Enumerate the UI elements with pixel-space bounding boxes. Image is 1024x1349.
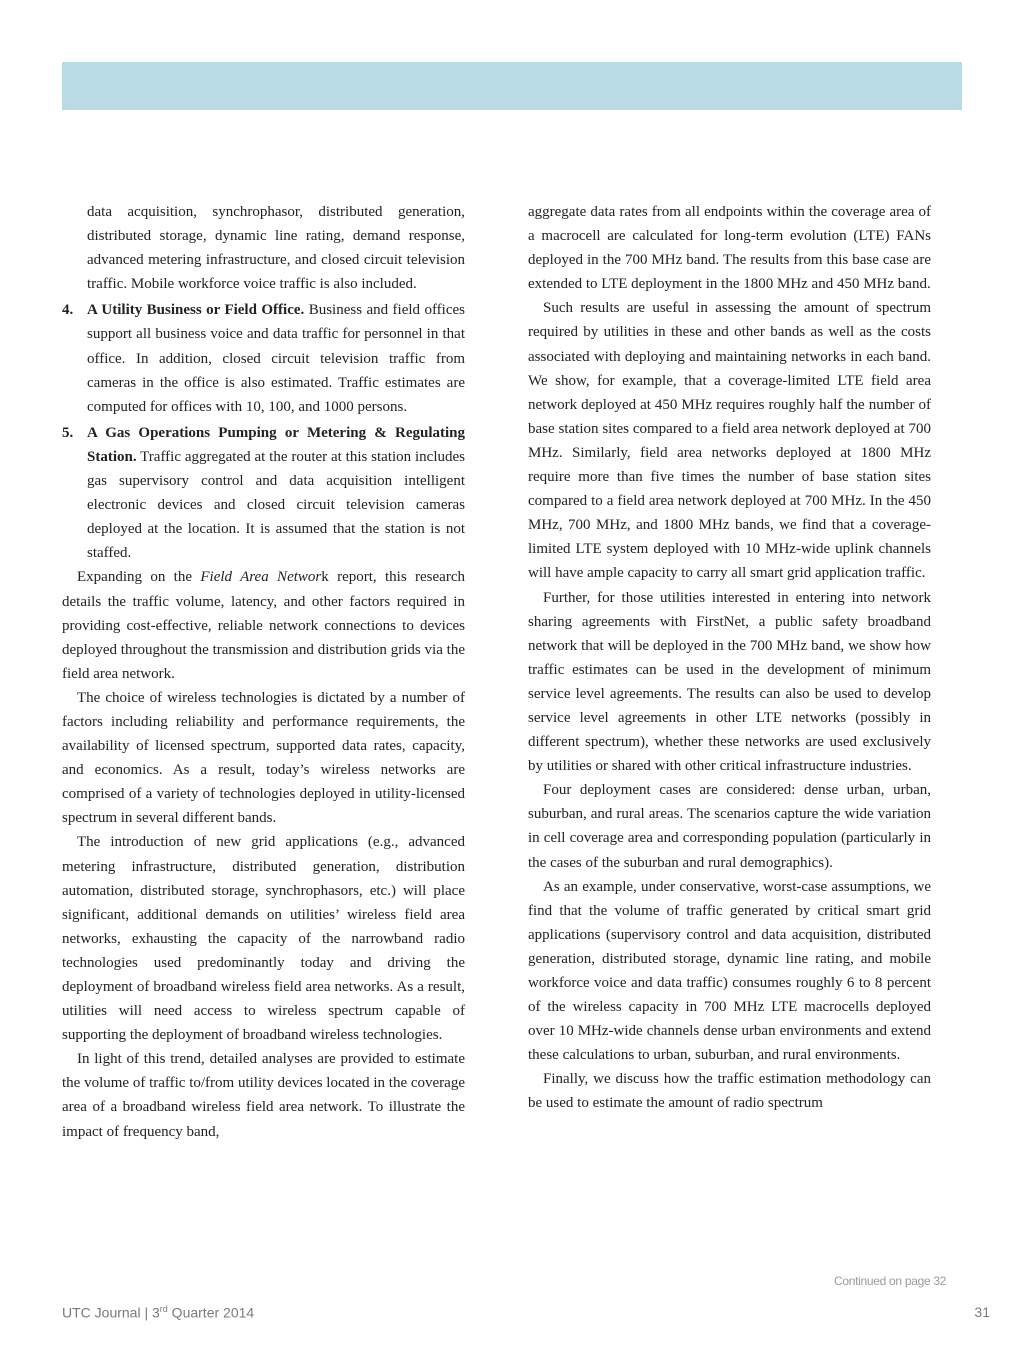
paragraph-finally: Finally, we discuss how the traffic estimation methodology can be used to estimate the amount of radio spectrum [528, 1071, 931, 1112]
list-item-title: A Gas Operations Pumping or Metering & Regulating Station. [87, 424, 465, 465]
right-column [528, 200, 931, 1116]
report-title: Field Area Networ [200, 569, 322, 586]
header-band [62, 62, 962, 110]
journal-name: UTC Journal | 3 [62, 1304, 160, 1321]
continued-note: Continued on page 32 [834, 1274, 947, 1288]
footer-journal [62, 1304, 254, 1321]
intro-continuation: data acquisition, synchrophasor, distributed generation, distributed storage, dynamic line rating, demand response, advanced metering infrastructure, and closed circuit television traffic. Mobile workforce voice traffic is also included. [87, 204, 465, 293]
paragraph-choice: The choice of wireless technologies is dictated by a number of factors including reliability and performance requirements, the availability of licensed spectrum, supported data rates, capacity, and economics. As a result, today’s wireless networks are comprised of a variety of technologies deployed in utility-licensed spectrum in several different bands. [62, 689, 465, 827]
issue-quarter: Quarter 2014 [167, 1304, 255, 1321]
page-number: 31 [974, 1304, 990, 1320]
expanding-pre: Expanding on the [77, 569, 201, 586]
left-column [62, 200, 465, 1144]
ordinal-suffix: rd [159, 1304, 168, 1314]
paragraph-example: As an example, under conservative, worst-case assumptions, we find that the volume of traffic generated by critical smart grid applications (supervisory control and data acquisition, distributed generation, distributed storage, dynamic line rating, and mobile workforce voice and data traffic) consumes roughly 6 to 8 percent of the wireless capacity in 700 MHz LTE macrocells deployed over 10 MHz-wide channels dense urban environments and extend these calculations to urban, suburban, and rural environments. [528, 878, 931, 1064]
list-item-4 [62, 298, 465, 418]
paragraph-introduction: The introduction of new grid applications (e.g., advanced metering infrastructure, distributed generation, distribution automation, distributed storage, synchrophasors, etc.) will place significant, additional demands on utilities’ wireless field area networks, exhausting the capacity of the narrowband radio technologies used predominantly today and driving the deployment of broadband wireless field area networks. As a result, utilities will need access to wireless spectrum capable of supporting the deployment of broadband wireless technologies. [62, 834, 465, 1044]
list-item-text: Traffic aggregated at the router at this station includes gas supervisory control and data acquisition intelligent electronic devices and closed circuit television cameras deployed at the location. It is assumed that the station is not staffed. [87, 448, 465, 562]
list-number: 5. [62, 424, 74, 441]
paragraph-such: Such results are useful in assessing the amount of spectrum required by utilities in these and other bands as well as the costs associated with deploying and maintaining networks in each band. We show, for example, that a coverage-limited LTE field area network deployed at 450 MHz requires roughly half the number of base station sites compared to a field area network deployed at 700 MHz. Similarly, field area networks deployed at 1800 MHz require more than five times the number of base station sites compared to a field area network deployed at 700 MHz. In the 450 MHz, 700 MHz, and 1800 MHz bands, we find that a coverage-limited LTE system deployed with 10 MHz-wide uplink channels will have ample capacity to carry all smart grid application traffic. [528, 300, 931, 582]
paragraph-further: Further, for those utilities interested in entering into network sharing agreements with FirstNet, a public safety broadband network that will be deployed in the 700 MHz band, we show how traffic estimates can be used in the development of minimum service level agreements. The results can also be used to develop service level agreements in other LTE networks (possibly in different spectrum), whether these networks are used exclusively by utilities or shared with other critical infrastructure industries. [528, 589, 931, 775]
paragraph-aggregate: aggregate data rates from all endpoints within the coverage area of a macrocell are calculated for long-term evolution (LTE) FANs deployed in the 700 MHz band. The results from this base case are extended to LTE deployment in the 1800 MHz and 450 MHz band. [528, 204, 931, 293]
expanding-post: k report, this research details the traffic volume, latency, and other factors required in providing cost-effective, reliable network connections to devices deployed throughout the transmission and distribution grids via the field area network. [62, 569, 465, 682]
list-item-5 [62, 421, 465, 566]
paragraph-expanding [62, 565, 465, 685]
paragraph-light: In light of this trend, detailed analyses are provided to estimate the volume of traffic to/from utility devices located in the coverage area of a broadband wireless field area network. To illustrate the impact of frequency band, [62, 1051, 465, 1140]
list-item-text: Business and field offices support all business voice and data traffic for personnel in that office. In addition, closed circuit television traffic from cameras in the office is also estimated. Traffic estimates are computed for offices with 10, 100, and 1000 persons. [87, 302, 465, 415]
list-item-title: A Utility Business or Field Office. [87, 302, 305, 319]
paragraph-four: Four deployment cases are considered: dense urban, urban, suburban, and rural areas. The scenarios capture the wide variation in cell coverage area and corresponding population (particularly in the cases of the suburban and rural demographics). [528, 782, 931, 871]
list-number: 4. [62, 302, 74, 319]
